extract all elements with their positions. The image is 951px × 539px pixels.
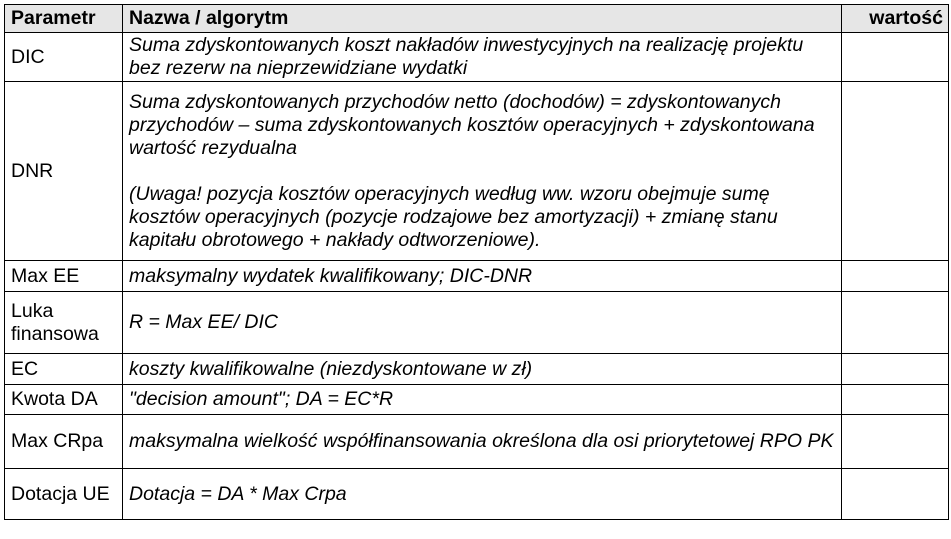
value-cell[interactable]	[842, 33, 949, 82]
description-cell	[123, 82, 842, 261]
value-cell[interactable]	[842, 354, 949, 385]
description-cell: maksymalny wydatek kwalifikowany; DIC-DNR	[123, 261, 842, 292]
param-cell: Max EE	[5, 261, 123, 292]
table-row-dic	[5, 33, 949, 82]
param-cell: Kwota DA	[5, 385, 123, 415]
header-parameter: Parametr	[5, 5, 123, 33]
description-cell: "decision amount"; DA = EC*R	[123, 385, 842, 415]
table-row-luka-finansowa	[5, 292, 949, 354]
value-cell[interactable]	[842, 469, 949, 520]
description-cell: Suma zdyskontowanych koszt nakładów inwestycyjnych na realizację projektu bez rezerw na nieprzewidziane wydatki	[123, 33, 842, 82]
description-note: (Uwaga! pozycja kosztów operacyjnych według ww. wzoru obejmuje sumę kosztów operacyjnych (pozycje rodzajowe bez amortyzacji) + zmianę stanu kapitału obrotowego + nakłady odtworzeniowe).	[129, 182, 778, 251]
table-row-max-ee	[5, 261, 949, 292]
param-cell: Max CRpa	[5, 415, 123, 469]
value-cell[interactable]	[842, 292, 949, 354]
value-cell[interactable]	[842, 385, 949, 415]
header-value: wartość	[842, 5, 949, 33]
value-cell[interactable]	[842, 82, 949, 261]
description-cell: maksymalna wielkość współfinansowania określona dla osi priorytetowej RPO PK	[123, 415, 842, 469]
value-cell[interactable]	[842, 415, 949, 469]
value-cell[interactable]	[842, 261, 949, 292]
table-row-dnr	[5, 82, 949, 261]
param-cell: Dotacja UE	[5, 469, 123, 520]
description-cell: R = Max EE/ DIC	[123, 292, 842, 354]
param-cell: DNR	[5, 82, 123, 261]
param-cell: Luka finansowa	[5, 292, 123, 354]
description-text: Suma zdyskontowanych przychodów netto (dochodów) = zdyskontowanych przychodów – suma zdyskontowanych kosztów operacyjnych + zdyskontowana wartość rezydualna	[129, 90, 815, 159]
table-row-max-crpa	[5, 415, 949, 469]
table-row-ec	[5, 354, 949, 385]
param-cell: EC	[5, 354, 123, 385]
header-row	[5, 5, 949, 33]
description-cell: Dotacja = DA * Max Crpa	[123, 469, 842, 520]
table-row-dotacja-ue	[5, 469, 949, 520]
description-cell: koszty kwalifikowalne (niezdyskontowane w zł)	[123, 354, 842, 385]
param-cell: DIC	[5, 33, 123, 82]
table-row-kwota-da	[5, 385, 949, 415]
header-name-algorithm: Nazwa / algorytm	[123, 5, 842, 33]
parameter-table	[4, 4, 949, 520]
